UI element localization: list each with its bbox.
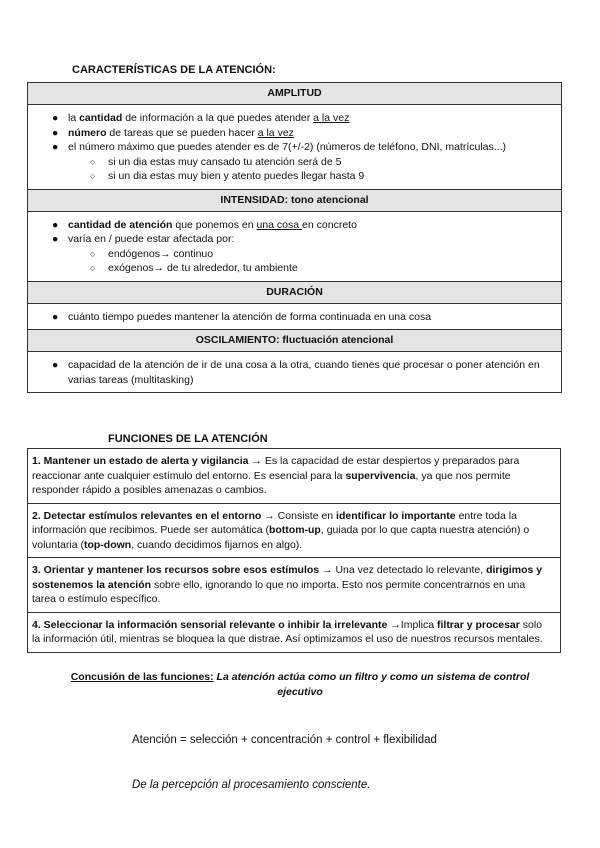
characteristics-title: CARACTERÍSTICAS DE LA ATENCIÓN: — [72, 64, 276, 76]
closing-sentence: De la percepción al procesamiento consciente. — [132, 779, 371, 791]
list-item: ● el número máximo que puedes atender es de 7(+/-2) (números de teléfono, DNI, matrículas...) — [52, 141, 507, 153]
section-heading-intensidad: INTENSIDAD: tono atencional — [28, 190, 561, 212]
circle-bullet-icon: ○ — [90, 248, 96, 259]
function-box-1: 1. Mantener un estado de alerta y vigilancia → Es la capacidad de estar despiertos y preparados para reaccionar ante cualquier estímulo del entorno. Es esencial para la supervivencia, ya que nos permite responder rápido a posibles amenazas o cambios. — [28, 449, 560, 504]
list-item: ● cantidad de atención que ponemos en una cosa en concreto — [52, 218, 357, 231]
bullet-icon: ● — [52, 218, 59, 231]
function-box-3: 3. Orientar y mantener los recursos sobre esos estímulos → Una vez detectado lo relevante, dirigimos y sostenemos la atención sobre ello, ignorando lo que no importa. Esto nos permite concentrarnos en una tarea o estímulo específico. — [28, 558, 560, 613]
list-subitem: ○ exógenos→ de tu alrededor, tu ambiente — [90, 262, 298, 274]
section-heading-duracion: DURACIÓN — [28, 282, 561, 304]
function-box-2: 2. Detectar estímulos relevantes en el entorno → Consiste en identificar lo importante entre toda la información que recibimos. Puede ser automática (bottom-up, guiada por lo que capta nuestra atención) o voluntaria (top-down, cuando decidimos fijarnos en algo). — [28, 504, 560, 559]
section-body-intensidad — [28, 212, 561, 282]
formula: Atención = selección + concentración + control + flexibilidad — [132, 734, 437, 746]
list-item: ● varía en / puede estar afectada por: — [52, 233, 235, 245]
conclusion-label: Concusión de las funciones: — [70, 671, 214, 683]
characteristics-table — [27, 82, 562, 393]
bullet-icon: ● — [52, 233, 59, 245]
bullet-icon: ● — [52, 112, 59, 124]
section-heading-amplitud: AMPLITUD — [28, 83, 561, 105]
functions-title: FUNCIONES DE LA ATENCIÓN — [108, 433, 268, 445]
list-item: ● capacidad de la atención de ir de una cosa a la otra, cuando tienes que procesar o poner atención en varias tareas (multitasking) — [52, 359, 540, 386]
circle-bullet-icon: ○ — [90, 171, 96, 181]
list-item: ● número de tareas que se pueden hacer a la vez — [52, 126, 294, 139]
function-box-4: 4. Seleccionar la información sensorial relevante o inhibir la irrelevante →Implica filtrar y procesar solo la información útil, mientras se bloquea la que distrae. Así optimizamos el uso de nuestros recursos mentales. — [32, 618, 543, 645]
section-body-duracion — [28, 304, 561, 331]
circle-bullet-icon: ○ — [90, 263, 96, 273]
bullet-icon: ● — [52, 359, 59, 371]
section-body-amplitud — [28, 105, 561, 190]
section-body-oscilamiento — [28, 352, 561, 392]
list-subitem: ○ si un dia estas muy cansado tu atención será de 5 — [90, 155, 342, 168]
conclusion-text: La atención actúa como un filtro y como un sistema de control ejecutivo — [213, 671, 530, 698]
list-subitem: ○ si un dia estas muy bien y atento puedes llegar hasta 9 — [90, 170, 365, 182]
circle-bullet-icon: ○ — [90, 156, 96, 167]
functions-table — [27, 448, 561, 653]
list-subitem: ○ endógenos→ continuo — [90, 247, 214, 260]
section-heading-oscilamiento: OSCILAMIENTO: fluctuación atencional — [28, 330, 561, 352]
list-item: ● la cantidad de información a la que puedes atender a la vez — [52, 112, 350, 124]
bullet-icon: ● — [52, 310, 59, 323]
bullet-icon: ● — [52, 141, 59, 153]
conclusion — [60, 670, 540, 700]
bullet-icon: ● — [52, 126, 59, 139]
list-item: ● cuánto tiempo puedes mantener la atención de forma continuada en una cosa — [52, 310, 432, 323]
